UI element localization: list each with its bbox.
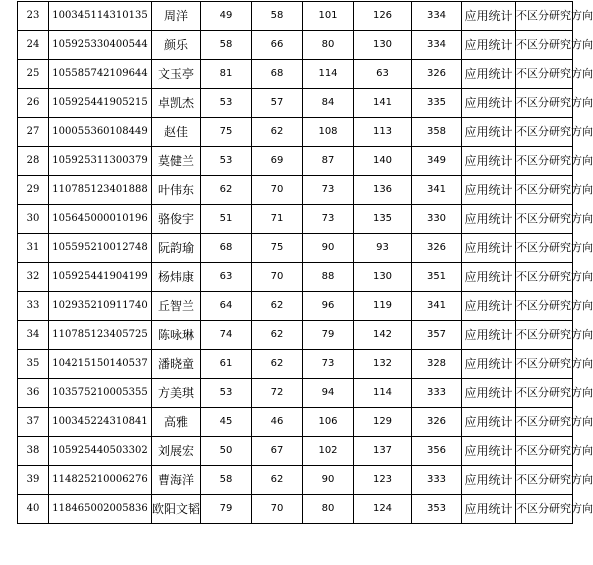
row-index-cell: 25 <box>18 60 49 89</box>
score-1-cell: 45 <box>201 408 252 437</box>
research-direction-cell: 不区分研究方向 <box>516 437 573 466</box>
row-index-cell: 34 <box>18 321 49 350</box>
candidate-id-cell: 105585742109644 <box>49 60 152 89</box>
major-cell: 应用统计 <box>462 321 516 350</box>
score-4-cell: 119 <box>354 292 412 321</box>
major-cell: 应用统计 <box>462 379 516 408</box>
total-score-cell: 357 <box>412 321 462 350</box>
research-direction-cell: 不区分研究方向 <box>516 2 573 31</box>
row-index-cell: 23 <box>18 2 49 31</box>
row-index-cell: 24 <box>18 31 49 60</box>
score-4-cell: 136 <box>354 176 412 205</box>
score-3-cell: 96 <box>303 292 354 321</box>
candidate-name-cell: 阮韵瑜 <box>152 234 201 263</box>
score-4-cell: 126 <box>354 2 412 31</box>
score-2-cell: 62 <box>252 292 303 321</box>
score-4-cell: 132 <box>354 350 412 379</box>
total-score-cell: 341 <box>412 292 462 321</box>
candidate-name-cell: 潘晓童 <box>152 350 201 379</box>
research-direction-cell: 不区分研究方向 <box>516 60 573 89</box>
row-index-cell: 40 <box>18 495 49 524</box>
table-row <box>18 147 573 176</box>
table-row <box>18 408 573 437</box>
table-row <box>18 60 573 89</box>
row-index-cell: 37 <box>18 408 49 437</box>
score-4-cell: 113 <box>354 118 412 147</box>
candidate-name-cell: 卓凯杰 <box>152 89 201 118</box>
score-4-cell: 141 <box>354 89 412 118</box>
candidate-id-cell: 114825210006276 <box>49 466 152 495</box>
score-2-cell: 62 <box>252 321 303 350</box>
score-4-cell: 142 <box>354 321 412 350</box>
research-direction-cell: 不区分研究方向 <box>516 495 573 524</box>
row-index-cell: 26 <box>18 89 49 118</box>
total-score-cell: 335 <box>412 89 462 118</box>
score-3-cell: 101 <box>303 2 354 31</box>
candidate-name-cell: 高雅 <box>152 408 201 437</box>
major-cell: 应用统计 <box>462 495 516 524</box>
score-3-cell: 87 <box>303 147 354 176</box>
row-index-cell: 38 <box>18 437 49 466</box>
candidate-id-cell: 110785123401888 <box>49 176 152 205</box>
candidate-name-cell: 刘展宏 <box>152 437 201 466</box>
score-3-cell: 90 <box>303 466 354 495</box>
candidate-id-cell: 105925440503302 <box>49 437 152 466</box>
total-score-cell: 326 <box>412 60 462 89</box>
score-1-cell: 64 <box>201 292 252 321</box>
candidate-name-cell: 周洋 <box>152 2 201 31</box>
score-2-cell: 72 <box>252 379 303 408</box>
table-row <box>18 2 573 31</box>
score-4-cell: 130 <box>354 31 412 60</box>
research-direction-cell: 不区分研究方向 <box>516 31 573 60</box>
row-index-cell: 27 <box>18 118 49 147</box>
candidate-id-cell: 105925441904199 <box>49 263 152 292</box>
row-index-cell: 39 <box>18 466 49 495</box>
score-2-cell: 71 <box>252 205 303 234</box>
score-2-cell: 75 <box>252 234 303 263</box>
candidate-id-cell: 100055360108449 <box>49 118 152 147</box>
candidate-name-cell: 欧阳文韬 <box>152 495 201 524</box>
score-2-cell: 62 <box>252 118 303 147</box>
major-cell: 应用统计 <box>462 263 516 292</box>
candidate-id-cell: 105595210012748 <box>49 234 152 263</box>
major-cell: 应用统计 <box>462 408 516 437</box>
major-cell: 应用统计 <box>462 2 516 31</box>
score-2-cell: 70 <box>252 495 303 524</box>
score-1-cell: 58 <box>201 31 252 60</box>
total-score-cell: 341 <box>412 176 462 205</box>
score-3-cell: 90 <box>303 234 354 263</box>
score-2-cell: 70 <box>252 263 303 292</box>
total-score-cell: 333 <box>412 466 462 495</box>
candidate-name-cell: 文玉亭 <box>152 60 201 89</box>
major-cell: 应用统计 <box>462 205 516 234</box>
row-index-cell: 32 <box>18 263 49 292</box>
research-direction-cell: 不区分研究方向 <box>516 321 573 350</box>
table-row <box>18 466 573 495</box>
table-row <box>18 292 573 321</box>
research-direction-cell: 不区分研究方向 <box>516 466 573 495</box>
row-index-cell: 36 <box>18 379 49 408</box>
total-score-cell: 349 <box>412 147 462 176</box>
candidate-id-cell: 104215150140537 <box>49 350 152 379</box>
score-3-cell: 106 <box>303 408 354 437</box>
score-1-cell: 62 <box>201 176 252 205</box>
score-3-cell: 79 <box>303 321 354 350</box>
score-3-cell: 73 <box>303 350 354 379</box>
score-1-cell: 53 <box>201 89 252 118</box>
candidate-name-cell: 叶伟东 <box>152 176 201 205</box>
score-1-cell: 61 <box>201 350 252 379</box>
total-score-cell: 330 <box>412 205 462 234</box>
candidate-name-cell: 赵佳 <box>152 118 201 147</box>
score-4-cell: 130 <box>354 263 412 292</box>
research-direction-cell: 不区分研究方向 <box>516 408 573 437</box>
score-3-cell: 73 <box>303 205 354 234</box>
table-row <box>18 205 573 234</box>
score-2-cell: 57 <box>252 89 303 118</box>
total-score-cell: 334 <box>412 2 462 31</box>
score-1-cell: 58 <box>201 466 252 495</box>
total-score-cell: 326 <box>412 234 462 263</box>
score-4-cell: 135 <box>354 205 412 234</box>
score-1-cell: 81 <box>201 60 252 89</box>
major-cell: 应用统计 <box>462 118 516 147</box>
research-direction-cell: 不区分研究方向 <box>516 379 573 408</box>
score-3-cell: 108 <box>303 118 354 147</box>
research-direction-cell: 不区分研究方向 <box>516 176 573 205</box>
score-3-cell: 84 <box>303 89 354 118</box>
candidate-name-cell: 颜乐 <box>152 31 201 60</box>
score-1-cell: 79 <box>201 495 252 524</box>
score-4-cell: 140 <box>354 147 412 176</box>
major-cell: 应用统计 <box>462 292 516 321</box>
score-3-cell: 80 <box>303 495 354 524</box>
table-row <box>18 89 573 118</box>
candidate-id-cell: 105925441905215 <box>49 89 152 118</box>
total-score-cell: 326 <box>412 408 462 437</box>
candidate-id-cell: 118465002005836 <box>49 495 152 524</box>
total-score-cell: 353 <box>412 495 462 524</box>
score-2-cell: 58 <box>252 2 303 31</box>
row-index-cell: 28 <box>18 147 49 176</box>
major-cell: 应用统计 <box>462 437 516 466</box>
score-1-cell: 63 <box>201 263 252 292</box>
candidate-name-cell: 莫健兰 <box>152 147 201 176</box>
candidate-name-cell: 陈咏琳 <box>152 321 201 350</box>
score-3-cell: 80 <box>303 31 354 60</box>
candidate-id-cell: 100345114310135 <box>49 2 152 31</box>
total-score-cell: 351 <box>412 263 462 292</box>
major-cell: 应用统计 <box>462 176 516 205</box>
score-4-cell: 129 <box>354 408 412 437</box>
research-direction-cell: 不区分研究方向 <box>516 263 573 292</box>
table-row <box>18 495 573 524</box>
candidate-name-cell: 丘智兰 <box>152 292 201 321</box>
research-direction-cell: 不区分研究方向 <box>516 89 573 118</box>
score-2-cell: 69 <box>252 147 303 176</box>
table-row <box>18 321 573 350</box>
candidate-name-cell: 方美琪 <box>152 379 201 408</box>
candidate-id-cell: 100345224310841 <box>49 408 152 437</box>
candidate-name-cell: 曹海洋 <box>152 466 201 495</box>
row-index-cell: 35 <box>18 350 49 379</box>
score-2-cell: 62 <box>252 466 303 495</box>
score-4-cell: 137 <box>354 437 412 466</box>
score-1-cell: 53 <box>201 379 252 408</box>
research-direction-cell: 不区分研究方向 <box>516 292 573 321</box>
major-cell: 应用统计 <box>462 60 516 89</box>
score-1-cell: 75 <box>201 118 252 147</box>
research-direction-cell: 不区分研究方向 <box>516 147 573 176</box>
score-1-cell: 68 <box>201 234 252 263</box>
score-3-cell: 114 <box>303 60 354 89</box>
candidate-id-cell: 102935210911740 <box>49 292 152 321</box>
row-index-cell: 31 <box>18 234 49 263</box>
score-table-body <box>18 2 593 524</box>
row-index-cell: 33 <box>18 292 49 321</box>
score-1-cell: 51 <box>201 205 252 234</box>
score-2-cell: 46 <box>252 408 303 437</box>
research-direction-cell: 不区分研究方向 <box>516 118 573 147</box>
major-cell: 应用统计 <box>462 466 516 495</box>
score-4-cell: 63 <box>354 60 412 89</box>
table-row <box>18 350 573 379</box>
score-4-cell: 123 <box>354 466 412 495</box>
table-row <box>18 31 573 60</box>
score-2-cell: 66 <box>252 31 303 60</box>
score-1-cell: 50 <box>201 437 252 466</box>
score-4-cell: 114 <box>354 379 412 408</box>
table-row <box>18 263 573 292</box>
candidate-id-cell: 105925311300379 <box>49 147 152 176</box>
candidate-name-cell: 骆俊宇 <box>152 205 201 234</box>
table-row <box>18 118 573 147</box>
major-cell: 应用统计 <box>462 147 516 176</box>
total-score-cell: 358 <box>412 118 462 147</box>
score-2-cell: 70 <box>252 176 303 205</box>
score-1-cell: 49 <box>201 2 252 31</box>
score-4-cell: 124 <box>354 495 412 524</box>
major-cell: 应用统计 <box>462 234 516 263</box>
score-2-cell: 62 <box>252 350 303 379</box>
table-row <box>18 234 573 263</box>
score-1-cell: 53 <box>201 147 252 176</box>
research-direction-cell: 不区分研究方向 <box>516 234 573 263</box>
research-direction-cell: 不区分研究方向 <box>516 350 573 379</box>
score-4-cell: 93 <box>354 234 412 263</box>
research-direction-cell: 不区分研究方向 <box>516 205 573 234</box>
table-row <box>18 437 573 466</box>
score-table <box>17 1 593 524</box>
score-3-cell: 94 <box>303 379 354 408</box>
score-3-cell: 73 <box>303 176 354 205</box>
total-score-cell: 334 <box>412 31 462 60</box>
score-3-cell: 102 <box>303 437 354 466</box>
major-cell: 应用统计 <box>462 89 516 118</box>
candidate-id-cell: 103575210005355 <box>49 379 152 408</box>
major-cell: 应用统计 <box>462 31 516 60</box>
score-2-cell: 68 <box>252 60 303 89</box>
score-1-cell: 74 <box>201 321 252 350</box>
candidate-id-cell: 105645000010196 <box>49 205 152 234</box>
total-score-cell: 333 <box>412 379 462 408</box>
candidate-id-cell: 110785123405725 <box>49 321 152 350</box>
table-row <box>18 176 573 205</box>
candidate-name-cell: 杨炜康 <box>152 263 201 292</box>
score-2-cell: 67 <box>252 437 303 466</box>
row-index-cell: 29 <box>18 176 49 205</box>
candidate-id-cell: 105925330400544 <box>49 31 152 60</box>
total-score-cell: 356 <box>412 437 462 466</box>
table-row <box>18 379 573 408</box>
row-index-cell: 30 <box>18 205 49 234</box>
total-score-cell: 328 <box>412 350 462 379</box>
score-3-cell: 88 <box>303 263 354 292</box>
major-cell: 应用统计 <box>462 350 516 379</box>
